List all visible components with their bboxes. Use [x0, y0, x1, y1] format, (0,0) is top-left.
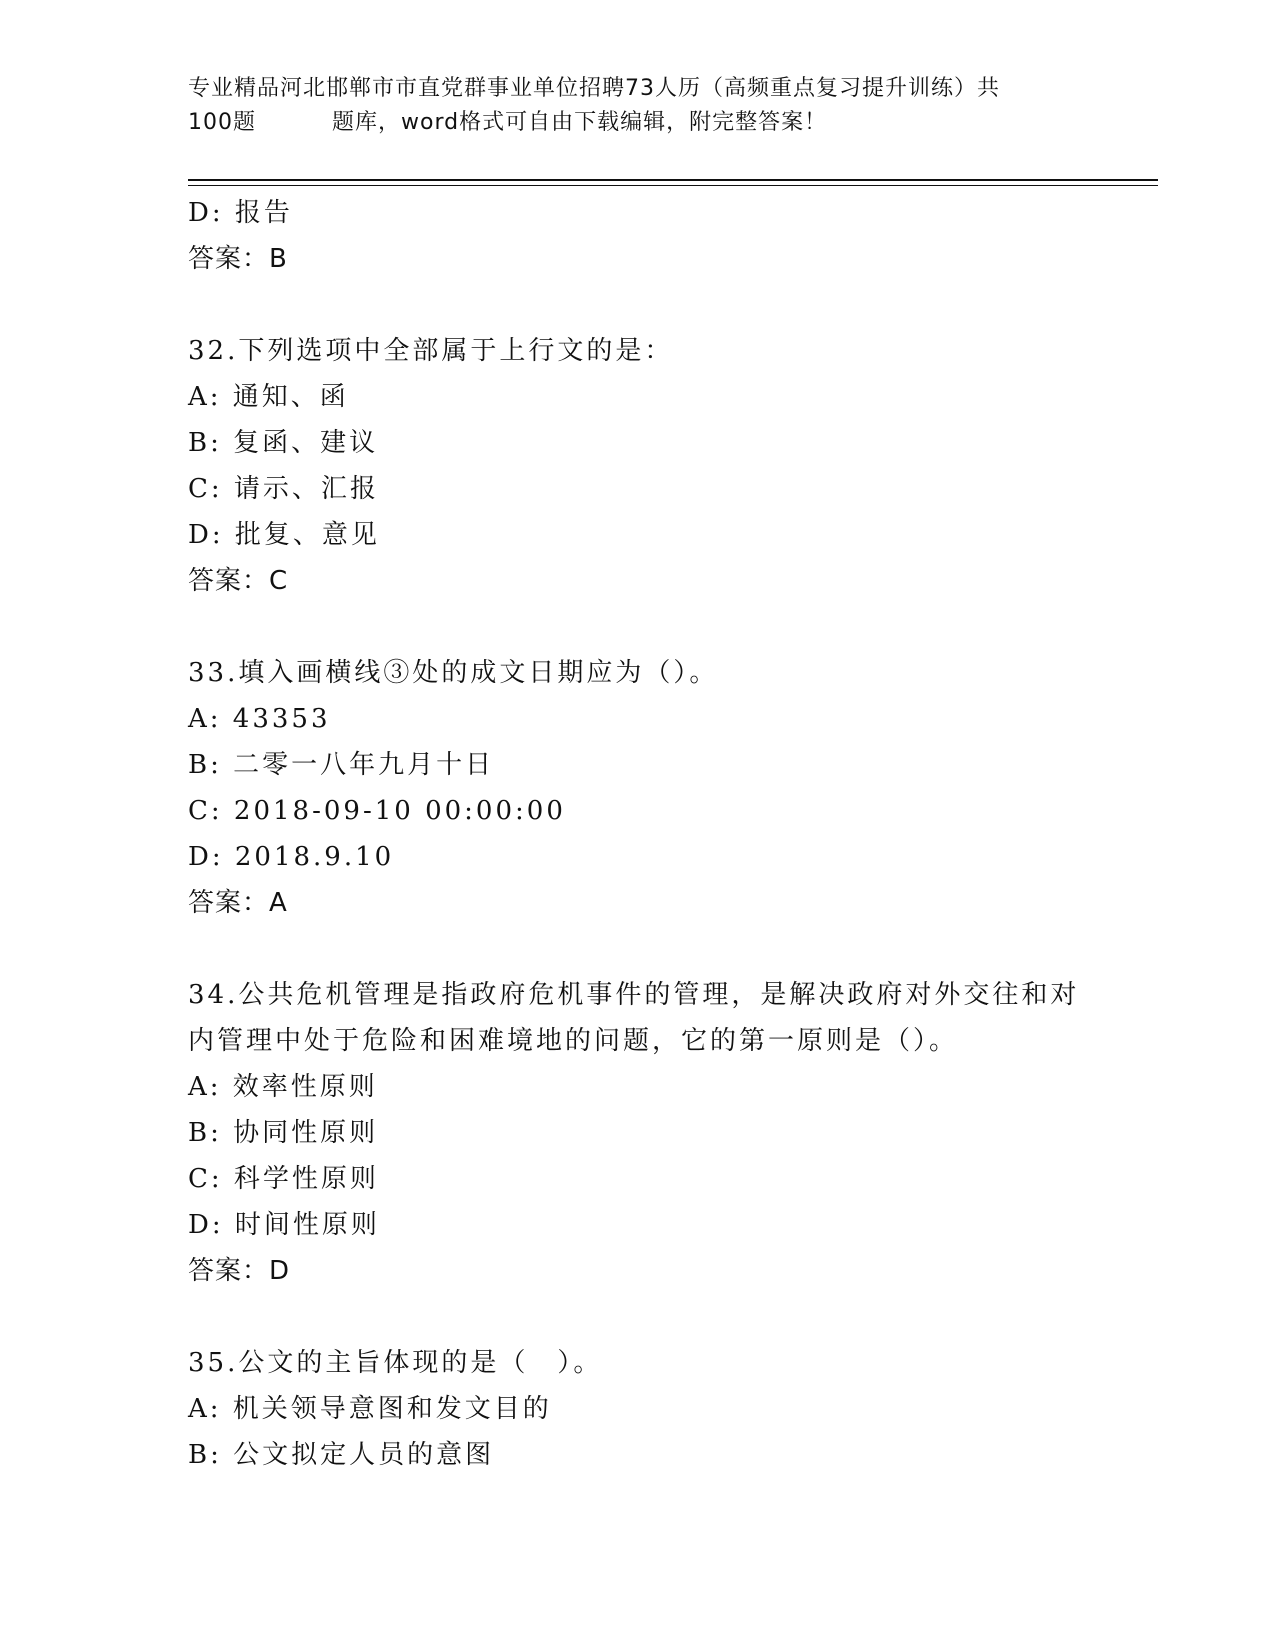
- header-title-line1: 专业精品河北邯郸市市直党群事业单位招聘73人历（高频重点复习提升训练）共: [188, 76, 1000, 101]
- option-c: C: 科学性原则: [188, 1164, 379, 1194]
- answer-line: 答案：B: [188, 244, 288, 274]
- question-text-line1: 34.公共危机管理是指政府危机事件的管理，是解决政府对外交往和对: [188, 980, 1080, 1010]
- question-text: 32.下列选项中全部属于上行文的是：: [188, 336, 674, 366]
- header-title-line2: [188, 106, 1088, 140]
- header-question-count: 100题: [188, 110, 256, 135]
- document-header: [188, 72, 1088, 140]
- option-b: B: 协同性原则: [188, 1118, 379, 1148]
- answer-line: 答案：D: [188, 1256, 291, 1286]
- question-35: [188, 1340, 1108, 1478]
- question-33: [188, 650, 1108, 926]
- answer-line: 答案：C: [188, 566, 289, 596]
- option-d: D: 报告: [188, 198, 293, 228]
- header-divider-thin: [188, 185, 1158, 186]
- document-body: [188, 190, 1108, 1478]
- question-32: [188, 328, 1108, 604]
- option-d: D: 批复、意见: [188, 520, 380, 550]
- question-34: [188, 972, 1108, 1294]
- header-divider-thick: [188, 179, 1158, 181]
- option-a: A: 效率性原则: [188, 1072, 378, 1102]
- previous-question-tail: [188, 190, 1108, 282]
- option-c: C: 2018-09-10 00:00:00: [188, 796, 566, 826]
- option-c: C: 请示、汇报: [188, 474, 379, 504]
- question-text: 33.填入画横线③处的成文日期应为（）。: [188, 658, 719, 688]
- question-text: 35.公文的主旨体现的是（ ）。: [188, 1348, 603, 1378]
- header-description: 题库，word格式可自由下载编辑，附完整答案！: [332, 110, 828, 135]
- option-d: D: 时间性原则: [188, 1210, 380, 1240]
- option-a: A: 机关领导意图和发文目的: [188, 1394, 552, 1424]
- option-a: A: 43353: [188, 704, 331, 734]
- answer-line: 答案：A: [188, 888, 288, 918]
- question-text-line2: 内管理中处于危险和困难境地的问题，它的第一原则是（）。: [188, 1026, 959, 1056]
- option-a: A: 通知、函: [188, 382, 349, 412]
- option-b: B: 公文拟定人员的意图: [188, 1440, 495, 1470]
- option-b: B: 复函、建议: [188, 428, 379, 458]
- option-d: D: 2018.9.10: [188, 842, 395, 872]
- option-b: B: 二零一八年九月十日: [188, 750, 495, 780]
